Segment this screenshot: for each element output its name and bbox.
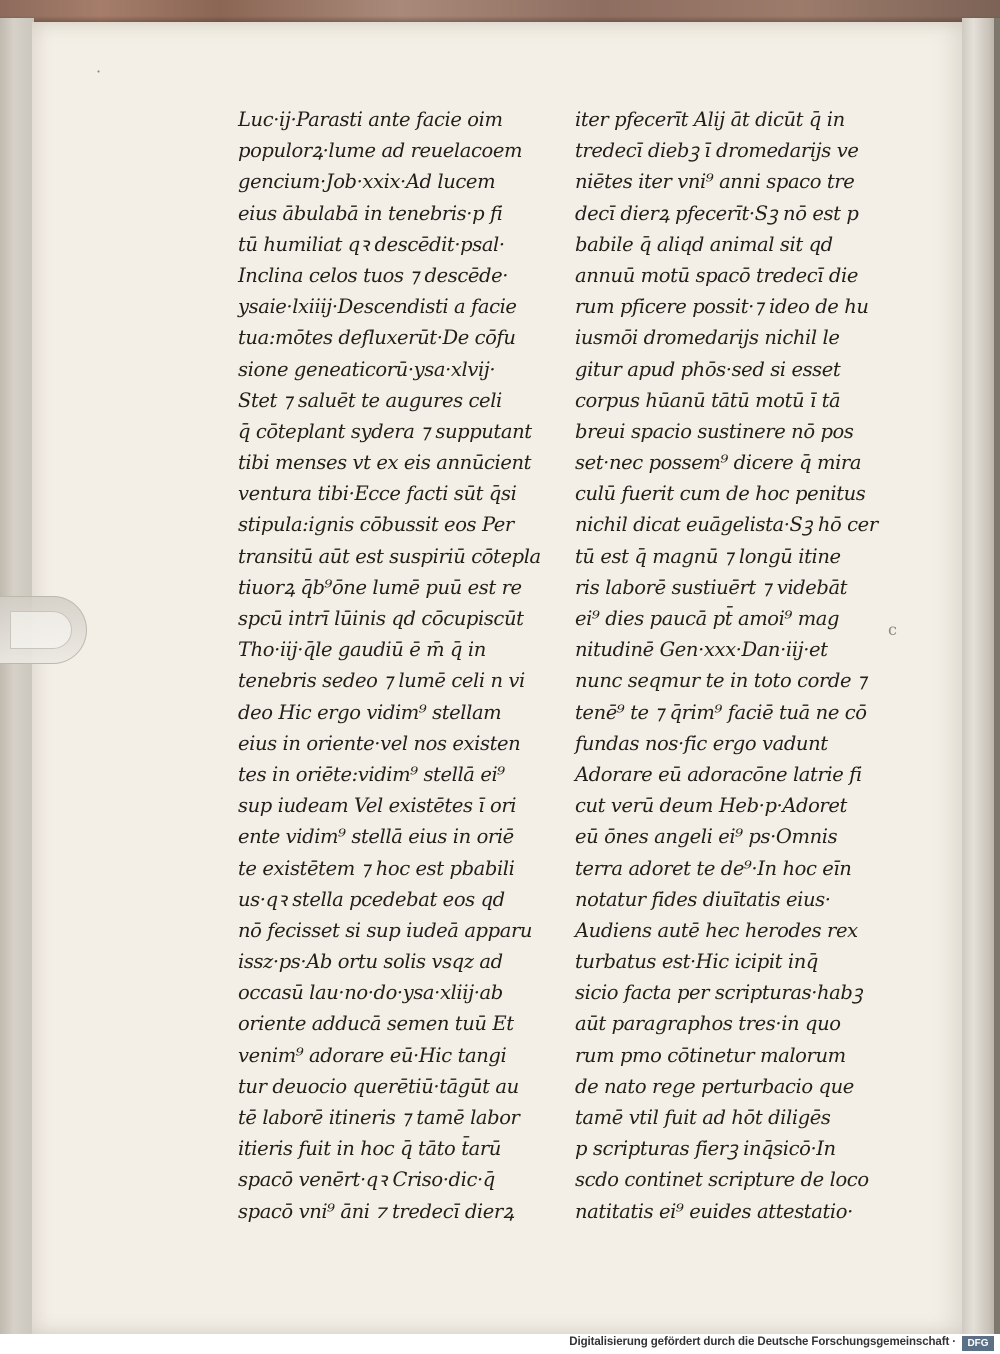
text-line: tū est q̄ magnū ⁊ longū itine <box>575 544 841 568</box>
book-binding-edge <box>0 0 1000 22</box>
text-line: spacō venērt·qꝛ Criso·dic·q̄ <box>238 1168 495 1192</box>
text-line: sione geneaticorū·ysa·xlvij· <box>238 357 496 381</box>
page-fore-edge <box>962 18 1000 1340</box>
text-line: tibi menses vt ex eis annūcient <box>238 451 532 475</box>
text-line: set·nec possem⁹ dicere q̄ mira <box>575 451 862 475</box>
margin-pencil-mark: c <box>888 620 897 639</box>
text-line: de nato rege perturbacio que <box>575 1074 854 1098</box>
text-line: p scripturas fierꝫ inq̄sicō·In <box>575 1137 836 1161</box>
text-line: sicio facta per scripturas·habꝫ <box>575 981 863 1005</box>
text-line: tū humiliat qꝛ descēdit·psal· <box>238 232 505 256</box>
text-line: tua:mōtes defluxerūt·De cōfu <box>238 326 516 350</box>
text-line: spacō vni⁹ āni ⁊ tredecī dierꝝ <box>238 1199 514 1223</box>
text-line: fundas nos·fic ergo vadunt <box>575 731 828 755</box>
text-line: tredecī diebꝫ ī dromedarijs ve <box>575 139 859 163</box>
text-line: iter pfecerīt Alij āt dicūt q̄ in <box>575 108 845 131</box>
text-line: eius in oriente·vel nos existen <box>238 731 521 755</box>
text-line: cut verū deum Heb·p·Adoret <box>575 794 847 818</box>
text-line: Inclina celos tuos ⁊ descēde· <box>238 263 509 287</box>
plastic-page-clip <box>0 596 87 664</box>
footer-bar <box>0 1334 1000 1354</box>
text-column-left <box>238 104 541 1227</box>
text-column-right <box>575 104 878 1227</box>
text-line: deo Hic ergo vidim⁹ stellam <box>238 700 502 724</box>
text-line: te existētem ⁊ hoc est pbabili <box>238 856 515 880</box>
text-line: nunc seqmur te in toto corde ⁊ <box>575 669 867 693</box>
text-line: decī dierꝝ pfecerīt·Sꝫ nō est p <box>575 201 859 225</box>
text-line: iusmōi dromedarijs nichil le <box>575 326 840 350</box>
text-line: ris laborē sustiuērt ⁊ videbāt <box>575 575 848 599</box>
text-line: corpus hūanū tātū motū ī tā <box>575 388 841 412</box>
text-line: transitū aūt est suspiriū cōtepla <box>238 544 541 568</box>
text-line: tamē vtil fuit ad hōt diligēs <box>575 1106 831 1129</box>
text-line: breui spacio sustinere nō pos <box>575 419 854 443</box>
text-line: oriente adducā semen tuū Et <box>238 1012 514 1036</box>
text-line: Tho·iij·q̄le gaudiū ē m̄ q̄ in <box>238 638 486 662</box>
text-line: ente vidim⁹ stellā eius in oriē <box>238 825 514 849</box>
text-line: gencium·Job·xxix·Ad lucem <box>238 170 496 194</box>
text-line: culū fuerit cum de hoc penitus <box>575 482 866 506</box>
text-line: turbatus est·Hic icipit inq̄ <box>575 950 818 974</box>
text-line: Audiens autē hec herodes rex <box>575 918 858 942</box>
text-line: nō fecisset si sup iudeā apparu <box>238 918 533 942</box>
text-line: Luc·ij·Parasti ante facie oim <box>238 108 503 131</box>
text-line: terra adoret te de⁹·In hoc eīn <box>575 856 852 880</box>
text-line: occasū lau·no·do·ysa·xliij·ab <box>238 981 503 1005</box>
text-line: tiuorꝝ q̄b⁹ōne lumē puū est re <box>238 575 522 599</box>
text-line: tenē⁹ te ⁊ q̄rim⁹ faciē tuā ne cō <box>575 700 867 724</box>
text-line: Stet ⁊ saluēt te augures celi <box>238 388 502 412</box>
text-line: ventura tibi·Ecce facti sūt q̄si <box>238 482 517 506</box>
text-line: Adorare eū adoracōne latrie fi <box>575 762 862 786</box>
text-line: stipula:ignis cōbussit eos Per <box>238 513 514 537</box>
text-line: gitur apud phōs·sed si esset <box>575 357 841 381</box>
text-line: niētes iter vni⁹ anni spaco tre <box>575 170 855 194</box>
margin-speck: · <box>96 62 102 81</box>
text-line: rum pmo cōtinetur malorum <box>575 1043 846 1067</box>
text-line: us·qꝛ stella pcedebat eos qd <box>238 887 505 911</box>
text-line: babile q̄ aliqd animal sit qd <box>575 232 833 256</box>
text-line: ysaie·lxiiij·Descendisti a facie <box>238 295 517 319</box>
text-line: tē laborē itineris ⁊ tamē labor <box>238 1106 520 1129</box>
text-line: issz·ps·Ab ortu solis vsqz ad <box>238 950 503 974</box>
text-line: notatur fides diuītatis eius· <box>575 887 831 911</box>
left-page-edge <box>0 18 34 1340</box>
dfg-logo: DFG <box>962 1336 994 1351</box>
text-line: eius ābulabā in tenebris·p fi <box>238 201 503 225</box>
text-line: tenebris sedeo ⁊ lumē celi n vi <box>238 669 525 693</box>
text-line: rum pficere possit·⁊ ideo de hu <box>575 295 869 319</box>
text-line: spcū intrī lūinis qd cōcupiscūt <box>238 607 524 630</box>
text-line: natitatis ei⁹ euides attestatio· <box>575 1199 853 1223</box>
text-line: scdo continet scripture de loco <box>575 1168 869 1192</box>
text-line: nitudinē Gen·xxx·Dan·iij·et <box>575 638 828 662</box>
text-line: sup iudeam Vel existētes ī ori <box>238 794 517 818</box>
text-line: annuū motū spacō tredecī die <box>575 263 858 287</box>
text-line: ei⁹ dies paucā pt̄ amoi⁹ mag <box>575 607 840 630</box>
text-line: itieris fuit in hoc q̄ tāto t̄arū <box>238 1137 501 1161</box>
dfg-credit-text: Digitalisierung gefördert durch die Deutsche Forschungsgemeinschaft · <box>569 1336 956 1348</box>
text-line: q̄ cōteplant sydera ⁊ supputant <box>238 419 532 443</box>
text-line: tes in oriēte:vidim⁹ stellā ei⁹ <box>238 762 505 786</box>
text-line: aūt paragraphos tres·in quo <box>575 1012 841 1036</box>
text-line: eū ōnes angeli ei⁹ ps·Omnis <box>575 825 838 849</box>
text-line: nichil dicat euāgelista·Sꝫ hō cer <box>575 513 878 537</box>
text-line: venim⁹ adorare eū·Hic tangi <box>238 1043 507 1067</box>
text-line: populorꝝ·lume ad reuelacoem <box>238 139 523 163</box>
text-line: tur deuocio querētiū·tāgūt au <box>238 1074 519 1098</box>
